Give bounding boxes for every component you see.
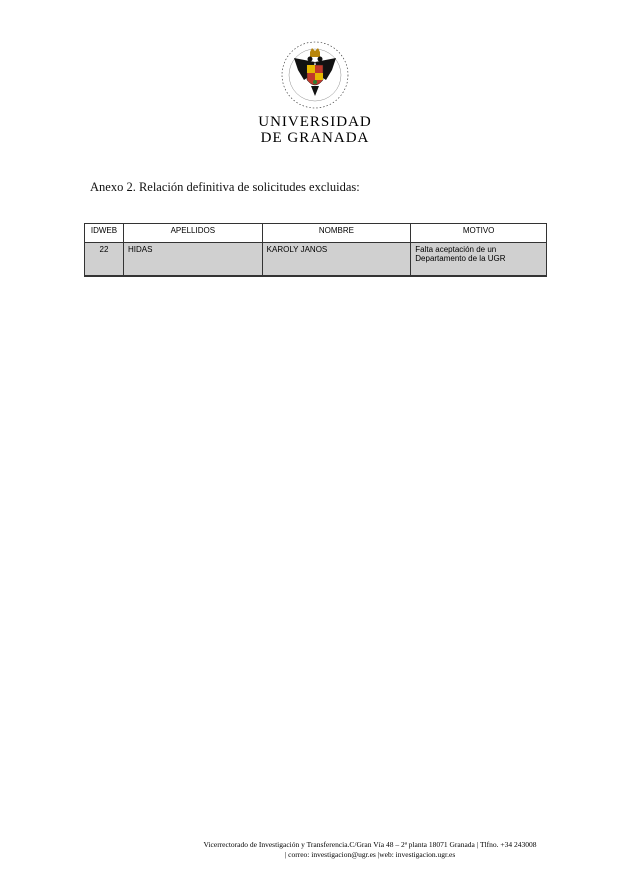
footer-contact-line: | correo: investigacion@ugr.es |web: investigacion.ugr.es [284,850,456,859]
university-name-line1: UNIVERSIDAD [258,114,372,130]
column-header-motivo: MOTIVO [411,224,547,243]
footer-address-line: Vicerrectorado de Investigación y Transferencia.C/Gran Vía 48 – 2ª planta 18071 Granada | Tlfno. +34 243008 [203,840,537,849]
university-name [258,114,372,146]
cell-idweb: 22 [85,243,124,277]
column-header-idweb: IDWEB [85,224,124,243]
column-header-apellidos: APELLIDOS [123,224,262,243]
table-header-row [85,224,547,243]
cell-apellidos: HIDAS [123,243,262,277]
university-header [0,40,630,146]
table-row [85,243,547,277]
cell-motivo: Falta aceptación de un Departamento de la UGR [411,243,547,277]
annex-title: Anexo 2. Relación definitiva de solicitudes excluidas: [90,180,360,194]
page-footer [120,840,620,860]
column-header-nombre: NOMBRE [262,224,411,243]
excluded-applications-table [84,223,547,277]
cell-nombre: KAROLY JANOS [262,243,411,277]
university-seal-icon [280,40,350,110]
university-name-line2: DE GRANADA [260,130,370,146]
